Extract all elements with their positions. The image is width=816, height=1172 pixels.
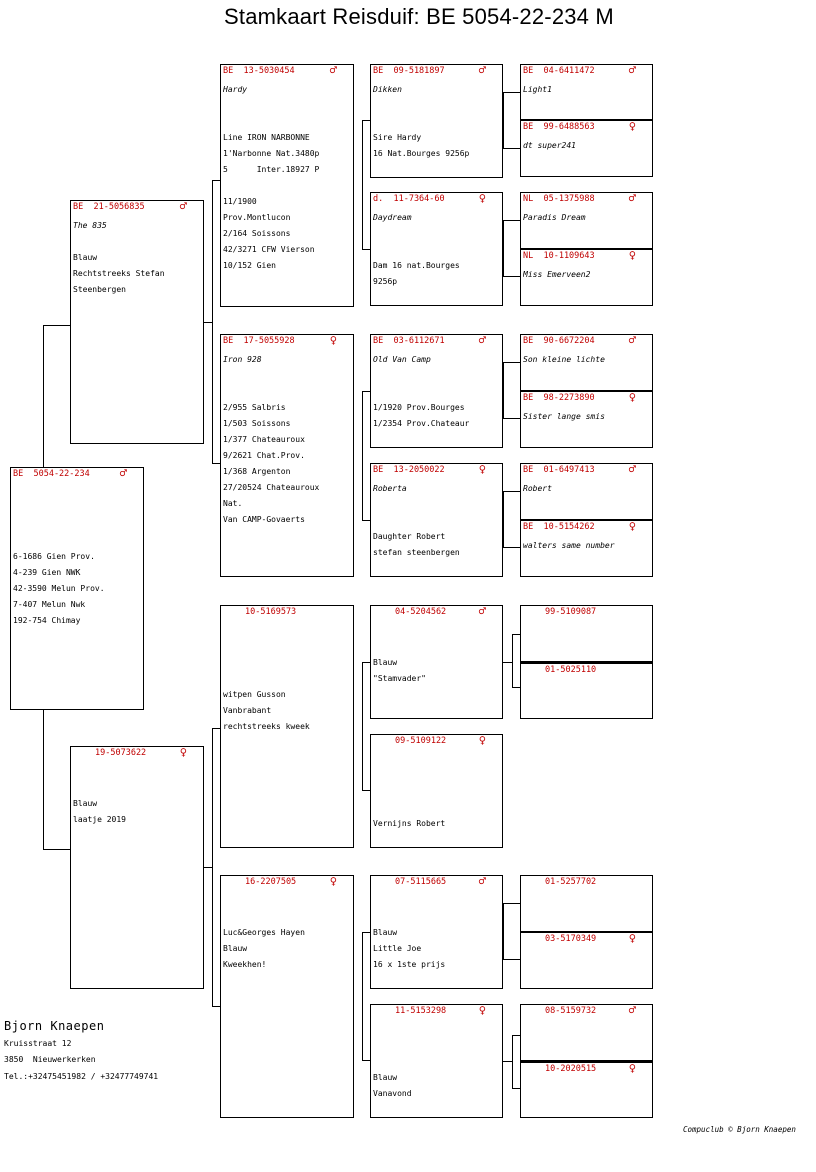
card-line: Daydream [373,213,412,222]
card-header [373,191,498,206]
card-line: 9256p [373,277,398,286]
ring-number: BE 98-2273890 [523,393,595,403]
card-line: stefan steenbergen [373,548,460,557]
card-line [223,384,351,400]
card-line: Vanavond [373,1089,412,1098]
card-line: Sire Hardy [373,133,422,142]
card-line: laatje 2019 [73,815,126,824]
card-line [373,768,500,784]
page-title: Stamkaart Reisduif: BE 5054-22-234 M [224,4,614,29]
card-line: Vernijns Robert [373,819,446,828]
connector-father [212,180,221,464]
card-details [73,218,201,298]
pigeon-card-gg10[interactable] [520,662,653,719]
card-details [523,538,650,554]
card-details [223,82,351,274]
connector-father [204,322,212,323]
card-line: Rechtstreeks Stefan [73,269,165,278]
card-details [373,623,500,687]
card-line: 16 Nat.Bourges 9256p [373,149,470,158]
card-line [223,655,351,671]
card-header [523,1003,648,1018]
card-details [373,893,500,973]
card-header [13,466,139,481]
card-line: 5 Inter.18927 P [223,165,320,174]
pigeon-card-fmm[interactable] [370,463,503,577]
connector-fm [354,391,363,521]
ring-number: 10-5169573 [245,607,297,617]
card-header [523,607,648,619]
card-line [223,623,351,639]
connector-subject [43,710,71,850]
card-details [373,352,500,432]
pigeon-card-gg7[interactable] [520,463,653,520]
ring-number: d. 11-7364-60 [373,194,445,204]
card-line: 2/164 Soissons [223,229,291,238]
card-line: Blauw [223,944,248,953]
card-line: Nat. [223,499,243,508]
male-symbol-icon: ♂ [179,199,187,213]
pigeon-card-gg14[interactable] [520,932,653,989]
card-line: Blauw [373,658,398,667]
card-line [373,752,500,768]
owner-phone: Tel.:+32475451982 / +32477749741 [4,1071,159,1081]
card-line [373,909,500,925]
pigeon-card-gg6[interactable] [520,391,653,448]
card-line: Son kleine lichte [523,355,605,364]
card-line [373,800,500,816]
ring-number: NL 10-1109643 [523,251,595,261]
card-line [13,533,141,549]
card-header [373,604,498,619]
card-line: Old Van Camp [373,355,431,364]
card-line [73,780,201,796]
card-line [223,909,351,925]
card-header [523,1061,648,1076]
pigeon-card-fff[interactable] [370,64,503,178]
ring-number: 19-5073622 [95,748,147,758]
card-line: Sister lange smis [523,412,605,421]
male-symbol-icon: ♂ [478,604,486,618]
card-header [373,63,498,78]
card-line: Prov.Montlucon [223,213,291,222]
card-line: Hardy [223,85,248,94]
card-line: 7-407 Melun Nwk [13,600,86,609]
card-details [523,210,650,226]
card-line: Miss Emerveen2 [523,270,591,279]
card-details [223,893,351,973]
ring-number: 16-2207505 [245,877,297,887]
card-line: dt super241 [523,141,576,150]
owner-city: 3850 Nieuwerkerken [4,1055,96,1065]
pigeon-card-gg15[interactable] [520,1004,653,1061]
ring-number: 01-5025110 [545,665,597,675]
female-symbol-icon: ♀ [179,745,187,759]
card-line [373,497,500,513]
card-line: Blauw [73,799,98,808]
connector-mf [363,662,371,791]
connector-ffm [503,220,520,277]
male-symbol-icon: ♂ [478,63,486,77]
ring-number: BE 01-6497413 [523,465,595,475]
female-symbol-icon: ♀ [628,248,636,262]
card-line [373,242,500,258]
card-line [373,384,500,400]
card-line: Iron 928 [223,355,262,364]
card-details [373,82,500,162]
connector-mmm [512,1035,521,1089]
card-details [523,409,650,425]
male-symbol-icon: ♂ [119,466,127,480]
ring-number: 07-5115665 [395,877,447,887]
card-header [223,874,349,889]
ring-number: BE 09-5181897 [373,66,445,76]
card-line: 1/377 Chateauroux [223,435,305,444]
card-line: 4-239 Gien NWK [13,568,81,577]
pigeon-card-gg8[interactable] [520,520,653,577]
pigeon-card-fmf[interactable] [370,334,503,448]
card-line: The 835 [73,221,107,230]
ring-number: BE 90-6672204 [523,336,595,346]
card-line [373,368,500,384]
male-symbol-icon: ♂ [628,462,636,476]
card-header [223,333,349,348]
male-symbol-icon: ♂ [628,333,636,347]
card-line [223,114,351,130]
card-line: Robert [523,484,552,493]
ring-number: BE 99-6488563 [523,122,595,132]
card-details [13,485,141,629]
card-line: rechtstreeks kweek [223,722,310,731]
card-line [373,1022,500,1038]
card-line: Dikken [373,85,402,94]
pigeon-card-ff[interactable] [220,64,354,307]
pigeon-card-gg1[interactable] [520,64,653,120]
card-header [523,119,648,134]
card-details [523,82,650,98]
female-symbol-icon: ♀ [329,333,337,347]
connector-mm [354,932,363,1061]
card-details [73,764,201,828]
connector-ff [363,120,371,250]
connector-fm [363,391,371,521]
card-line: 27/20524 Chateauroux [223,483,320,492]
card-line: 42-3590 Melun Prov. [13,584,105,593]
female-symbol-icon: ♀ [478,733,486,747]
ring-number: BE 10-5154262 [523,522,595,532]
card-line [223,671,351,687]
card-line [373,513,500,529]
female-symbol-icon: ♀ [628,1061,636,1075]
ring-number: BE 17-5055928 [223,336,295,346]
card-line: 1/368 Argenton [223,467,291,476]
card-details [373,1022,500,1102]
card-header [523,63,648,78]
card-line [223,893,351,909]
ring-number: 11-5153298 [395,1006,447,1016]
card-details [373,481,500,561]
female-symbol-icon: ♀ [478,1003,486,1017]
card-header [223,63,349,78]
card-line: Blauw [73,253,98,262]
card-line: 42/3271 CFW Vierson [223,245,315,254]
card-line: Blauw [373,1073,398,1082]
connector-fmf [503,362,520,419]
card-line [373,1054,500,1070]
female-symbol-icon: ♀ [628,931,636,945]
connector-ff [354,120,363,250]
card-line: Little Joe [373,944,422,953]
card-line [373,639,500,655]
card-details [523,267,650,283]
pigeon-card-ffm[interactable] [370,192,503,306]
card-details [523,352,650,368]
card-line [373,784,500,800]
card-line: walters same number [523,541,615,550]
card-line [223,178,351,194]
card-header [523,390,648,405]
card-line [223,639,351,655]
card-line: Luc&Georges Hayen [223,928,305,937]
male-symbol-icon: ♂ [628,63,636,77]
card-details [523,138,650,154]
card-header [523,519,648,534]
card-header [73,745,199,760]
ring-number: NL 05-1375988 [523,194,595,204]
card-details [223,623,351,735]
card-line [73,234,201,250]
card-details [373,210,500,290]
ring-number: 03-5170349 [545,934,597,944]
female-symbol-icon: ♀ [628,519,636,533]
female-symbol-icon: ♀ [628,390,636,404]
connector-mff [512,634,521,688]
footer-credit: Compuclub © Bjorn Knaepen [683,1125,796,1134]
card-line [223,368,351,384]
card-header [373,874,498,889]
ring-number: 08-5159732 [545,1006,597,1016]
ring-number: 04-5204562 [395,607,447,617]
card-header [73,199,199,214]
card-header [523,333,648,348]
ring-number: BE 13-2050022 [373,465,445,475]
card-line: Paradis Dream [523,213,586,222]
pigeon-card-mm[interactable] [220,875,354,1118]
connector-mm [363,932,371,1061]
owner-name: Bjorn Knaepen [4,1019,105,1033]
card-header [523,191,648,206]
card-details [223,352,351,528]
ring-number: BE 04-6411472 [523,66,595,76]
connector-mother [212,728,221,1007]
pigeon-card-mmm[interactable] [370,1004,503,1118]
card-line [373,623,500,639]
card-line: 1/1920 Prov.Bourges [373,403,465,412]
card-header [523,931,648,946]
card-line: Dam 16 nat.Bourges [373,261,460,270]
pigeon-card-fm[interactable] [220,334,354,577]
card-line: 1'Narbonne Nat.3480p [223,149,320,158]
pigeon-card-gg16[interactable] [520,1061,653,1118]
card-line [373,893,500,909]
ring-number: 10-2020515 [545,1064,597,1074]
card-line [373,98,500,114]
male-symbol-icon: ♂ [628,1003,636,1017]
card-line: Roberta [373,484,407,493]
pigeon-card-mother[interactable] [70,746,204,989]
card-line: Blauw [373,928,398,937]
connector-mmm [503,1061,512,1062]
card-line: 10/152 Gien [223,261,276,270]
card-details [373,752,500,832]
owner-block [4,1018,158,1085]
ring-number: BE 13-5030454 [223,66,295,76]
pigeon-card-gg2[interactable] [520,120,653,177]
card-line [13,517,141,533]
card-line: 1/2354 Prov.Chateaur [373,419,470,428]
card-line: 1/503 Soissons [223,419,291,428]
ring-number: 09-5109122 [395,736,447,746]
connector-mother [204,867,212,868]
card-line: 9/2621 Chat.Prov. [223,451,305,460]
card-line [13,485,141,501]
connector-fff [503,92,520,149]
pigeon-card-mff[interactable] [370,605,503,719]
card-header [523,462,648,477]
card-line: 2/955 Salbris [223,403,286,412]
card-line: 16 x 1ste prijs [373,960,446,969]
male-symbol-icon: ♂ [628,191,636,205]
ring-number: BE 03-6112671 [373,336,445,346]
pigeon-card-gg9[interactable] [520,605,653,662]
card-line: Vanbrabant [223,706,272,715]
female-symbol-icon: ♀ [329,874,337,888]
card-line [373,1038,500,1054]
pigeon-card-gg3[interactable] [520,192,653,249]
card-header [523,877,648,889]
card-line: 192-754 Chimay [13,616,81,625]
female-symbol-icon: ♀ [628,119,636,133]
pigeon-card-gg5[interactable] [520,334,653,391]
card-line [373,114,500,130]
card-header [373,733,498,748]
card-line: 6-1686 Gien Prov. [13,552,95,561]
connector-fmm [503,491,520,548]
card-line [373,226,500,242]
pigeon-card-mfm[interactable] [370,734,503,848]
card-line: 11/1900 [223,197,257,206]
pigeon-card-mmf[interactable] [370,875,503,989]
connector-mmf [503,903,520,960]
card-line [73,764,201,780]
card-header [223,607,349,619]
pigeon-card-subject[interactable] [10,467,144,710]
ring-number: 01-5257702 [545,877,597,887]
connector-subject [43,325,71,467]
male-symbol-icon: ♂ [478,333,486,347]
ring-number: BE 21-5056835 [73,202,145,212]
pigeon-card-gg4[interactable] [520,249,653,306]
card-line: Van CAMP-Govaerts [223,515,305,524]
card-header [523,248,648,263]
card-line: Kweekhen! [223,960,267,969]
female-symbol-icon: ♀ [478,191,486,205]
card-header [523,665,648,677]
male-symbol-icon: ♂ [478,874,486,888]
card-header [373,333,498,348]
card-line: witpen Gusson [223,690,286,699]
card-line [223,98,351,114]
card-header [373,1003,498,1018]
male-symbol-icon: ♂ [329,63,337,77]
card-details [523,481,650,497]
card-line: Steenbergen [73,285,126,294]
card-line: Daughter Robert [373,532,446,541]
pigeon-card-mf[interactable] [220,605,354,848]
card-line: "Stamvader" [373,674,426,683]
connector-mff [503,662,512,663]
card-header [373,462,498,477]
ring-number: BE 5054-22-234 [13,469,90,479]
ring-number: 99-5109087 [545,607,597,617]
pigeon-card-gg13[interactable] [520,875,653,932]
connector-mf [354,662,363,791]
female-symbol-icon: ♀ [478,462,486,476]
card-line: Line IRON NARBONNE [223,133,310,142]
card-line: Light1 [523,85,552,94]
pigeon-card-father[interactable] [70,200,204,444]
card-line [13,501,141,517]
owner-street: Kruisstraat 12 [4,1039,72,1048]
